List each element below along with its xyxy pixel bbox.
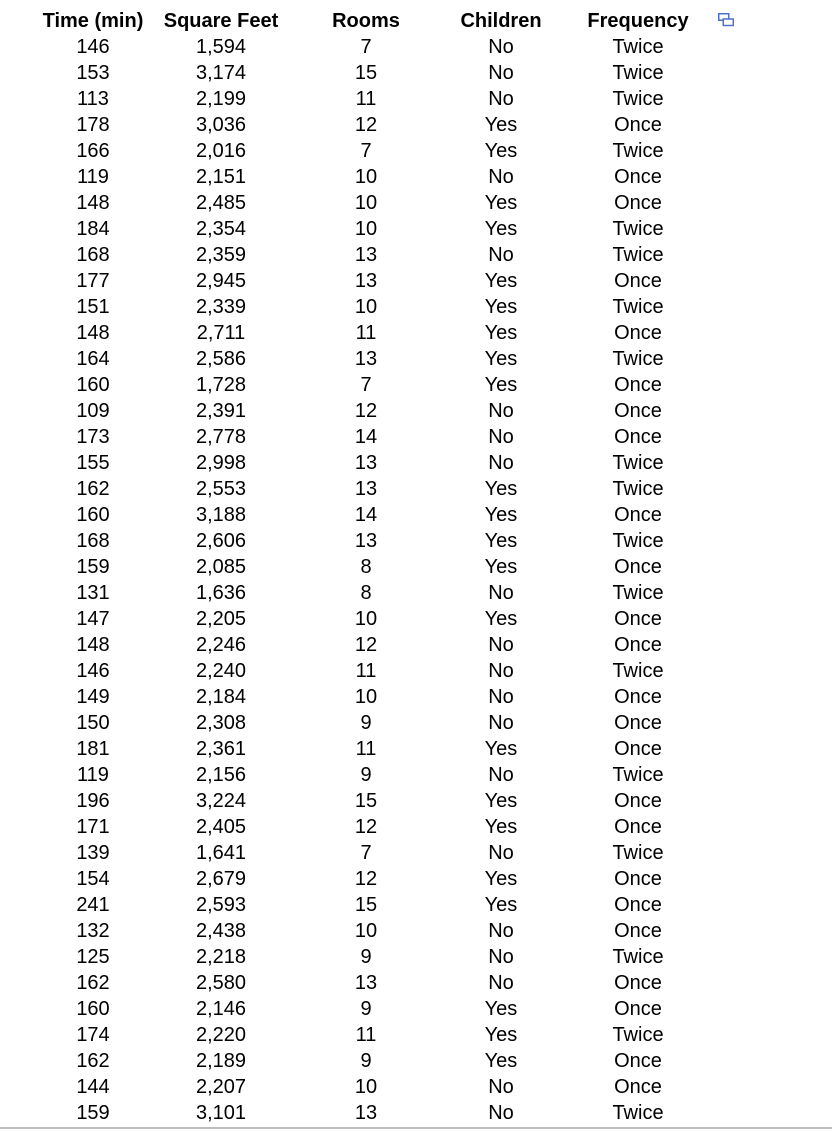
cell-frequency: Twice: [612, 478, 664, 500]
header-rooms: Rooms: [332, 10, 400, 32]
cell-rooms: 8: [360, 582, 372, 604]
header-row: [38, 8, 712, 34]
cell-rooms: 13: [354, 972, 378, 994]
cell-frequency: Twice: [612, 530, 664, 552]
cell-frequency: Once: [614, 374, 662, 396]
cell-time: 155: [76, 452, 110, 474]
cell-square-feet: 2,593: [195, 894, 247, 916]
cell-frequency: Once: [614, 192, 662, 214]
table-header: [38, 8, 712, 34]
cell-children: No: [488, 452, 514, 474]
table-row: [38, 320, 712, 346]
cell-time: 148: [76, 192, 110, 214]
cell-time: 174: [76, 1024, 110, 1046]
cell-time: 153: [76, 62, 110, 84]
table-row: [38, 684, 712, 710]
cell-frequency: Twice: [612, 1024, 664, 1046]
cell-frequency: Once: [614, 426, 662, 448]
cell-square-feet: 2,308: [195, 712, 247, 734]
cell-time: 150: [76, 712, 110, 734]
table-row: [38, 424, 712, 450]
cell-square-feet: 1,594: [195, 36, 247, 58]
cell-rooms: 12: [354, 114, 378, 136]
cell-rooms: 11: [355, 738, 377, 760]
cell-square-feet: 2,220: [195, 1024, 247, 1046]
cell-square-feet: 2,438: [195, 920, 247, 942]
cell-square-feet: 2,184: [195, 686, 247, 708]
cell-frequency: Twice: [612, 764, 664, 786]
cell-children: No: [488, 660, 514, 682]
table-row: [38, 580, 712, 606]
cell-time: 159: [76, 1102, 110, 1124]
cell-children: Yes: [484, 192, 518, 214]
cell-frequency: Twice: [612, 348, 664, 370]
cell-rooms: 7: [360, 140, 372, 162]
cell-rooms: 10: [354, 166, 378, 188]
table-row: [38, 1074, 712, 1100]
cell-rooms: 8: [360, 556, 372, 578]
cell-children: No: [488, 712, 514, 734]
cell-frequency: Twice: [612, 36, 664, 58]
cell-time: 109: [76, 400, 110, 422]
cell-children: No: [488, 634, 514, 656]
cell-square-feet: 2,998: [195, 452, 247, 474]
cell-square-feet: 2,485: [195, 192, 247, 214]
cell-time: 139: [76, 842, 110, 864]
cell-frequency: Twice: [612, 296, 664, 318]
cell-frequency: Once: [614, 322, 662, 344]
table-row: [38, 398, 712, 424]
table-row: [38, 86, 712, 112]
table-row: [38, 34, 712, 60]
cell-time: 171: [76, 816, 110, 838]
cell-children: No: [488, 244, 514, 266]
cell-frequency: Twice: [612, 842, 664, 864]
cell-square-feet: 2,679: [195, 868, 247, 890]
cell-time: 181: [76, 738, 110, 760]
cell-rooms: 13: [354, 452, 378, 474]
cell-children: No: [488, 686, 514, 708]
cell-square-feet: 3,036: [195, 114, 247, 136]
cell-time: 148: [76, 634, 110, 656]
cell-square-feet: 2,354: [195, 218, 247, 240]
header-time: Time (min): [42, 10, 144, 32]
cell-rooms: 10: [354, 218, 378, 240]
cell-square-feet: 2,218: [195, 946, 247, 968]
cell-frequency: Twice: [612, 88, 664, 110]
cell-square-feet: 2,240: [195, 660, 247, 682]
table-row: [38, 268, 712, 294]
cell-children: Yes: [484, 478, 518, 500]
table-row: [38, 60, 712, 86]
cell-square-feet: 2,606: [195, 530, 247, 552]
cell-rooms: 13: [354, 244, 378, 266]
cell-children: No: [488, 36, 514, 58]
cell-children: Yes: [484, 816, 518, 838]
table-row: [38, 710, 712, 736]
cell-rooms: 11: [355, 88, 377, 110]
cell-square-feet: 2,586: [195, 348, 247, 370]
cell-rooms: 7: [360, 374, 372, 396]
cell-time: 164: [76, 348, 110, 370]
cell-square-feet: 2,553: [195, 478, 247, 500]
cell-frequency: Once: [614, 790, 662, 812]
cell-children: Yes: [484, 270, 518, 292]
cell-children: Yes: [484, 738, 518, 760]
cell-children: No: [488, 764, 514, 786]
table-row: [38, 814, 712, 840]
cell-time: 178: [76, 114, 110, 136]
table-row: [38, 190, 712, 216]
cell-frequency: Twice: [612, 582, 664, 604]
cell-children: Yes: [484, 348, 518, 370]
cell-square-feet: 3,101: [195, 1102, 247, 1124]
cell-frequency: Once: [614, 1050, 662, 1072]
table-row: [38, 866, 712, 892]
cell-frequency: Twice: [612, 1102, 664, 1124]
cell-children: Yes: [484, 374, 518, 396]
cell-rooms: 14: [354, 426, 378, 448]
cell-square-feet: 2,361: [195, 738, 247, 760]
cell-frequency: Once: [614, 894, 662, 916]
cell-time: 162: [76, 1050, 110, 1072]
cell-rooms: 14: [354, 504, 378, 526]
cell-time: 184: [76, 218, 110, 240]
cell-time: 162: [76, 972, 110, 994]
cell-children: Yes: [484, 790, 518, 812]
table-row: [38, 996, 712, 1022]
cell-rooms: 13: [354, 530, 378, 552]
cell-square-feet: 2,391: [195, 400, 247, 422]
cell-rooms: 11: [355, 660, 377, 682]
cell-frequency: Once: [614, 686, 662, 708]
cell-children: Yes: [484, 894, 518, 916]
table-row: [38, 632, 712, 658]
table-row: [38, 918, 712, 944]
cell-square-feet: 2,359: [195, 244, 247, 266]
cell-frequency: Once: [614, 270, 662, 292]
cell-frequency: Once: [614, 868, 662, 890]
cell-time: 131: [76, 582, 110, 604]
cell-rooms: 10: [354, 920, 378, 942]
cell-children: No: [488, 62, 514, 84]
cell-rooms: 13: [354, 270, 378, 292]
table-row: [38, 112, 712, 138]
cell-rooms: 13: [354, 348, 378, 370]
cell-frequency: Twice: [612, 244, 664, 266]
cell-children: Yes: [484, 322, 518, 344]
cell-frequency: Once: [614, 608, 662, 630]
table-row: [38, 840, 712, 866]
cell-time: 132: [76, 920, 110, 942]
cell-rooms: 10: [354, 192, 378, 214]
cell-rooms: 12: [354, 816, 378, 838]
cell-children: No: [488, 920, 514, 942]
cell-square-feet: 2,339: [195, 296, 247, 318]
cell-square-feet: 2,085: [195, 556, 247, 578]
table-row: [38, 736, 712, 762]
cell-time: 125: [76, 946, 110, 968]
cell-rooms: 10: [354, 608, 378, 630]
table-row: [38, 1048, 712, 1074]
header-children: Children: [460, 10, 542, 32]
cell-time: 160: [76, 374, 110, 396]
cell-rooms: 9: [360, 998, 372, 1020]
cell-frequency: Once: [614, 400, 662, 422]
cell-children: Yes: [484, 218, 518, 240]
cell-rooms: 9: [360, 946, 372, 968]
cell-square-feet: 2,151: [195, 166, 247, 188]
cell-square-feet: 2,199: [195, 88, 247, 110]
cell-time: 119: [77, 166, 109, 188]
cell-children: Yes: [484, 296, 518, 318]
cell-square-feet: 2,711: [196, 322, 246, 344]
cell-square-feet: 3,224: [195, 790, 247, 812]
table-row: [38, 242, 712, 268]
table-row: [38, 346, 712, 372]
cell-time: 146: [76, 660, 110, 682]
cell-children: Yes: [484, 530, 518, 552]
table-row: [38, 138, 712, 164]
cell-children: No: [488, 1076, 514, 1098]
cell-square-feet: 2,205: [195, 608, 247, 630]
cell-square-feet: 2,016: [195, 140, 247, 162]
cell-square-feet: 2,580: [195, 972, 247, 994]
cell-rooms: 15: [354, 62, 378, 84]
cell-rooms: 11: [355, 1024, 377, 1046]
cell-square-feet: 2,778: [195, 426, 247, 448]
cell-children: No: [488, 88, 514, 110]
cell-children: Yes: [484, 868, 518, 890]
table-row: [38, 1100, 712, 1126]
table-row: [38, 658, 712, 684]
table-row: [38, 502, 712, 528]
cell-square-feet: 1,728: [195, 374, 247, 396]
cell-children: Yes: [484, 998, 518, 1020]
cell-square-feet: 2,207: [195, 1076, 247, 1098]
cell-children: No: [488, 972, 514, 994]
cell-children: Yes: [484, 1024, 518, 1046]
cell-square-feet: 2,146: [195, 998, 247, 1020]
cell-rooms: 15: [354, 894, 378, 916]
cell-time: 149: [76, 686, 110, 708]
table-row: [38, 1022, 712, 1048]
cell-frequency: Once: [614, 556, 662, 578]
cell-time: 177: [76, 270, 110, 292]
cell-rooms: 7: [360, 36, 372, 58]
cell-time: 144: [76, 1076, 110, 1098]
table-row: [38, 970, 712, 996]
table-row: [38, 944, 712, 970]
cell-rooms: 9: [360, 712, 372, 734]
cell-frequency: Once: [614, 634, 662, 656]
cell-frequency: Once: [614, 1076, 662, 1098]
cell-time: 147: [76, 608, 110, 630]
cell-children: No: [488, 946, 514, 968]
cell-children: Yes: [484, 1050, 518, 1072]
cell-time: 146: [76, 36, 110, 58]
table-row: [38, 372, 712, 398]
cell-frequency: Once: [614, 504, 662, 526]
cell-time: 160: [76, 504, 110, 526]
cell-rooms: 9: [360, 1050, 372, 1072]
table-row: [38, 762, 712, 788]
bottom-divider: [0, 1127, 832, 1129]
cell-square-feet: 2,189: [195, 1050, 247, 1072]
cell-rooms: 12: [354, 634, 378, 656]
cell-frequency: Once: [614, 166, 662, 188]
cell-children: Yes: [484, 504, 518, 526]
cell-square-feet: 2,405: [195, 816, 247, 838]
cell-time: 119: [77, 764, 109, 786]
cell-children: Yes: [484, 114, 518, 136]
cell-time: 151: [76, 296, 110, 318]
cell-children: No: [488, 400, 514, 422]
cell-rooms: 10: [354, 686, 378, 708]
data-table: [38, 8, 712, 1126]
cell-rooms: 11: [355, 322, 377, 344]
cell-children: No: [488, 1102, 514, 1124]
cell-children: No: [488, 842, 514, 864]
header-square-feet: Square Feet: [163, 10, 279, 32]
cell-frequency: Once: [614, 998, 662, 1020]
cell-time: 168: [76, 530, 110, 552]
cell-frequency: Once: [614, 738, 662, 760]
cell-time: 166: [76, 140, 110, 162]
cell-rooms: 12: [354, 868, 378, 890]
cell-frequency: Once: [614, 114, 662, 136]
cell-square-feet: 1,636: [195, 582, 247, 604]
cell-rooms: 10: [354, 296, 378, 318]
cell-time: 148: [76, 322, 110, 344]
cell-rooms: 9: [360, 764, 372, 786]
cell-time: 113: [77, 88, 109, 110]
cell-time: 160: [76, 998, 110, 1020]
cell-square-feet: 3,174: [195, 62, 247, 84]
cell-time: 196: [76, 790, 110, 812]
cell-rooms: 7: [360, 842, 372, 864]
cell-frequency: Once: [614, 712, 662, 734]
cell-square-feet: 3,188: [195, 504, 247, 526]
cell-children: Yes: [484, 140, 518, 162]
cell-rooms: 13: [354, 478, 378, 500]
table-row: [38, 216, 712, 242]
table-body: [38, 34, 712, 1126]
table-row: [38, 450, 712, 476]
cell-frequency: Twice: [612, 62, 664, 84]
cell-rooms: 10: [354, 1076, 378, 1098]
cell-time: 173: [76, 426, 110, 448]
table-row: [38, 476, 712, 502]
cell-frequency: Once: [614, 816, 662, 838]
table-row: [38, 606, 712, 632]
cell-time: 159: [76, 556, 110, 578]
table-row: [38, 528, 712, 554]
cell-frequency: Twice: [612, 140, 664, 162]
cell-square-feet: 2,246: [195, 634, 247, 656]
table-row: [38, 294, 712, 320]
cell-time: 162: [76, 478, 110, 500]
cell-rooms: 12: [354, 400, 378, 422]
cell-rooms: 15: [354, 790, 378, 812]
table-row: [38, 892, 712, 918]
cell-children: No: [488, 582, 514, 604]
table-row: [38, 788, 712, 814]
cell-frequency: Twice: [612, 452, 664, 474]
cell-time: 154: [76, 868, 110, 890]
cell-square-feet: 1,641: [195, 842, 247, 864]
cell-frequency: Twice: [612, 218, 664, 240]
table-row: [38, 554, 712, 580]
cell-children: No: [488, 166, 514, 188]
cell-square-feet: 2,156: [195, 764, 247, 786]
cell-frequency: Twice: [612, 946, 664, 968]
cell-frequency: Twice: [612, 660, 664, 682]
cell-children: Yes: [484, 608, 518, 630]
cell-children: Yes: [484, 556, 518, 578]
cell-children: No: [488, 426, 514, 448]
cell-time: 241: [76, 894, 110, 916]
header-frequency: Frequency: [587, 10, 689, 32]
cell-frequency: Once: [614, 920, 662, 942]
table-row: [38, 164, 712, 190]
cell-rooms: 13: [354, 1102, 378, 1124]
cell-frequency: Once: [614, 972, 662, 994]
cell-square-feet: 2,945: [195, 270, 247, 292]
cell-time: 168: [76, 244, 110, 266]
copy-to-clipboard-icon[interactable]: [718, 13, 734, 27]
